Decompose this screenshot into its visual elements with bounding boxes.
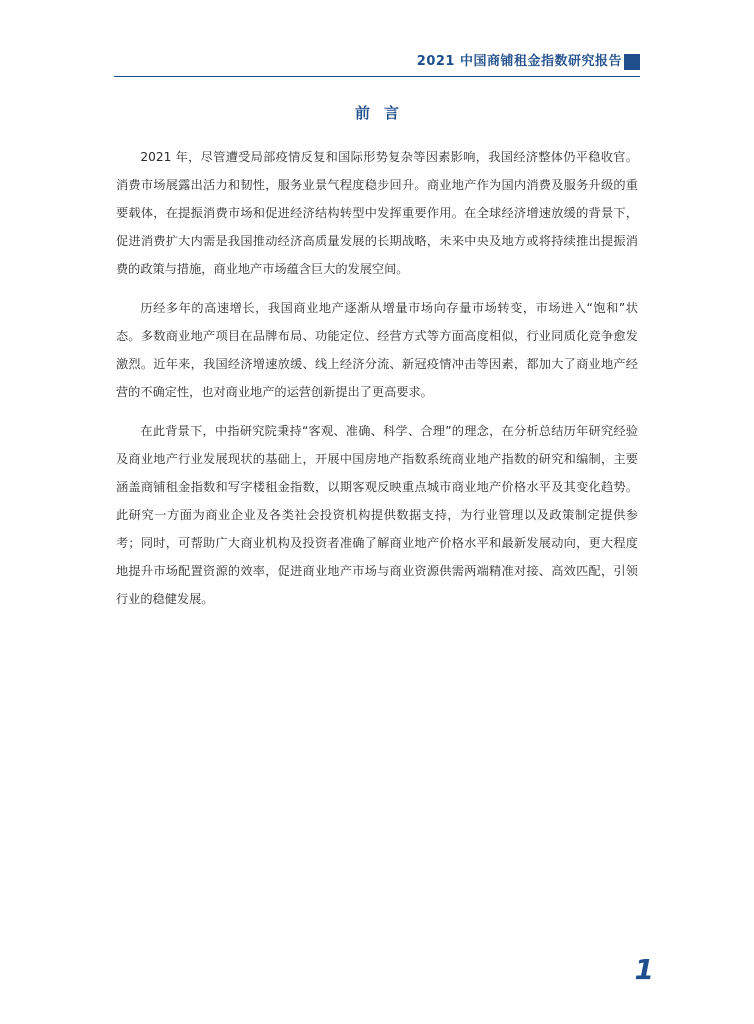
- page-number: 1: [634, 953, 654, 986]
- paragraph-2: 历经多年的高速增长，我国商业地产逐渐从增量市场向存量市场转变，市场进入“饱和”状态。多数商业地产项目在品牌布局、功能定位、经营方式等方面高度相似，行业同质化竞争愈发激烈。近年来，我国经济增速放缓、线上经济分流、新冠疫情冲击等因素，都加大了商业地产经营的不确定性，也对商业地产的运营创新提出了更高要求。: [116, 301, 638, 399]
- header-square-icon: [624, 54, 640, 70]
- header-divider: [114, 76, 640, 77]
- paragraph-1: 2021 年，尽管遭受局部疫情反复和国际形势复杂等因素影响，我国经济整体仍平稳收官。消费市场展露出活力和韧性，服务业景气程度稳步回升。商业地产作为国内消费及服务升级的重要载体，在提振消费市场和促进经济结构转型中发挥重要作用。在全球经济增速放缓的背景下，促进消费扩大内需是我国推动经济高质量发展的长期战略，未来中央及地方或将持续推出提振消费的政策与措施，商业地产市场蕴含巨大的发展空间。: [116, 150, 638, 276]
- report-title: 2021 中国商铺租金指数研究报告: [416, 54, 622, 69]
- body-text: [116, 143, 638, 624]
- paragraph-3: 在此背景下，中指研究院秉持“客观、准确、科学、合理”的理念，在分析总结历年研究经验及商业地产行业发展现状的基础上，开展中国房地产指数系统商业地产指数的研究和编制，主要涵盖商铺租金指数和写字楼租金指数，以期客观反映重点城市商业地产价格水平及其变化趋势。此研究一方面为商业企业及各类社会投资机构提供数据支持，为行业管理以及政策制定提供参考；同时，可帮助广大商业机构及投资者准确了解商业地产价格水平和最新发展动向，更大程度地提升市场配置资源的效率，促进商业地产市场与商业资源供需两端精准对接、高效匹配，引领行业的稳健发展。: [116, 424, 638, 606]
- page-title: 前言: [354, 104, 413, 122]
- running-header: [417, 52, 640, 72]
